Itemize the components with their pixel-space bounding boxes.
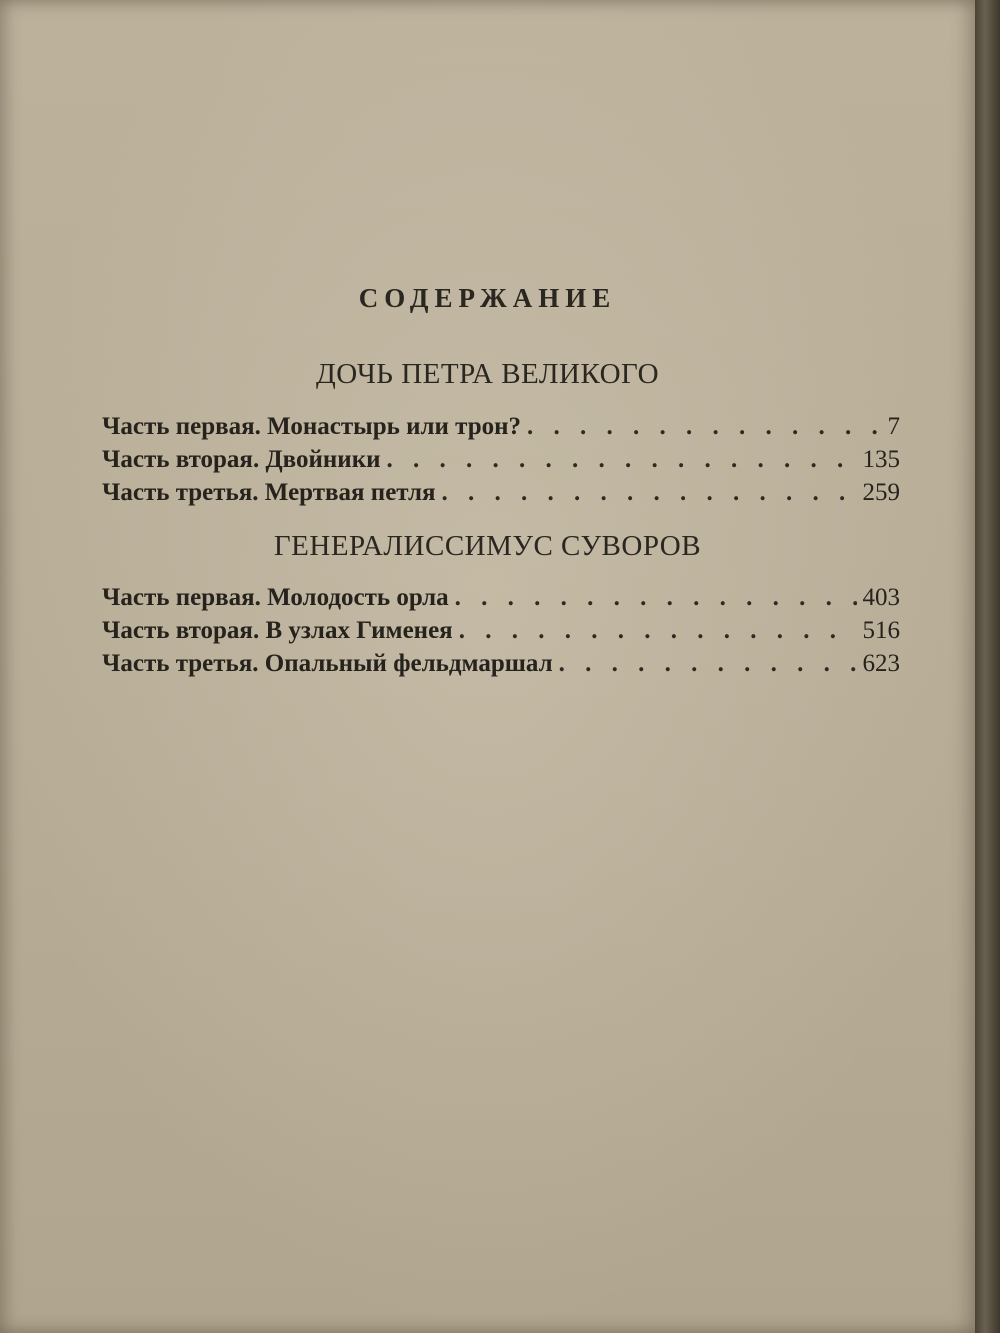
toc-entry-label: Часть вторая. Двойники xyxy=(102,446,381,473)
toc-entry-page: 403 xyxy=(862,584,900,611)
dot-leader xyxy=(387,443,857,476)
dot-leader xyxy=(442,476,857,509)
dot-leader xyxy=(459,614,857,647)
toc-entry xyxy=(102,614,900,647)
toc-entry xyxy=(102,443,900,476)
toc-entry-page: 135 xyxy=(862,446,900,473)
toc-entry-page: 623 xyxy=(862,650,900,677)
toc-section xyxy=(102,410,900,509)
dot-leader xyxy=(527,410,881,443)
toc-entry-label: Часть первая. Монастырь или трон? xyxy=(102,413,522,440)
toc-entry xyxy=(102,476,900,509)
toc-entry-label: Часть вторая. В узлах Гименея xyxy=(102,617,453,644)
contents-heading: СОДЕРЖАНИЕ xyxy=(358,283,617,313)
toc-entry-page: 7 xyxy=(887,413,900,440)
book-title: ДОЧЬ ПЕТРА ВЕЛИКОГО xyxy=(315,358,660,390)
toc-entry-label: Часть первая. Молодость орла xyxy=(102,584,449,611)
toc-entry xyxy=(102,647,900,680)
toc-entry-page: 516 xyxy=(862,617,900,644)
book-title: ГЕНЕРАЛИССИМУС СУВОРОВ xyxy=(273,530,702,562)
toc-entry-label: Часть третья. Мертвая петля xyxy=(102,479,436,506)
book-edge xyxy=(975,0,1000,1333)
toc-section xyxy=(102,581,900,680)
dot-leader xyxy=(559,647,857,680)
dot-leader xyxy=(455,581,857,614)
toc-entry-label: Часть третья. Опальный фельдмаршал xyxy=(102,650,553,677)
toc-entry-page: 259 xyxy=(862,479,900,506)
toc-entry xyxy=(102,581,900,614)
toc-entry xyxy=(102,410,900,443)
